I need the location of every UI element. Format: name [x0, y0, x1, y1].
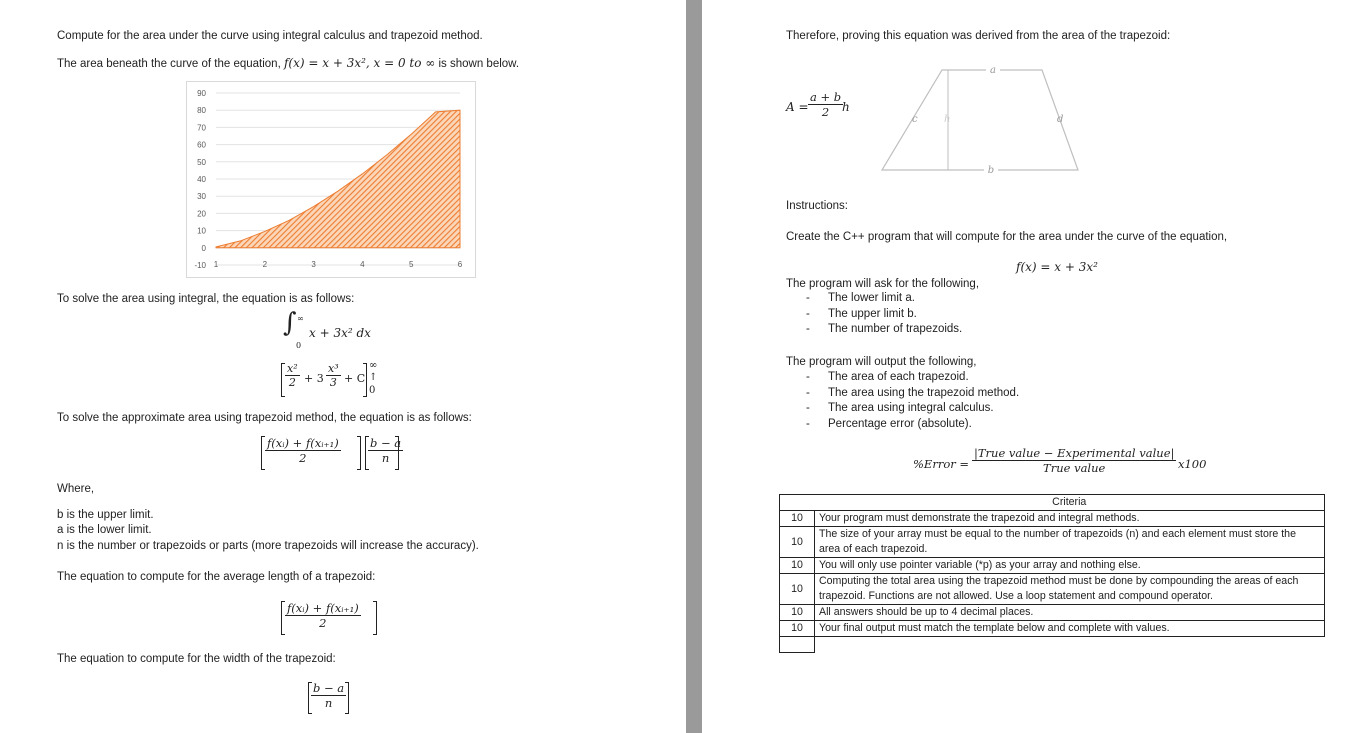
- frac-den: True value: [972, 460, 1176, 475]
- frac-den: 2: [285, 375, 300, 389]
- output-list: [806, 371, 1106, 434]
- def-a: a is the lower limit.: [57, 524, 152, 536]
- right-bracket: [363, 363, 367, 397]
- fraction-error: [972, 446, 1176, 475]
- criteria-text: Your final output must match the template below and complete with values.: [815, 621, 1325, 637]
- list-item-text: The area using integral calculus.: [828, 402, 994, 415]
- plus-c: + C: [344, 372, 366, 385]
- criteria-table: [779, 494, 1325, 653]
- table-header-row: [780, 495, 1325, 511]
- y-tick-label: 70: [197, 123, 206, 133]
- y-tick-label: 80: [197, 106, 206, 116]
- error-formula: [913, 446, 1213, 482]
- frac-num: b − a: [370, 436, 402, 450]
- x-tick-label: 2: [262, 260, 268, 269]
- equation-paragraph: [57, 56, 519, 70]
- list-item-text: The upper limit b.: [828, 307, 917, 320]
- empty-cell: [780, 637, 815, 653]
- fraction-x2-over-2: [285, 362, 300, 389]
- page-gutter: [686, 0, 702, 733]
- integral-expression: [283, 308, 403, 354]
- list-item: - The area using the trapezoid method.: [806, 386, 1020, 399]
- x-tick-label: 3: [311, 260, 316, 269]
- list-item: - The area of each trapezoid.: [806, 371, 969, 383]
- y-tick-label: 40: [197, 175, 206, 184]
- criteria-text: Computing the total area using the trapezoid method must be done by compounding the areas of each trapezoid. Functions are not allowed. Use a loop statement and compound operator.: [815, 574, 1325, 605]
- equation-suffix: is shown below.: [438, 58, 520, 70]
- y-tick-label: 0: [201, 243, 206, 253]
- fraction-width: [311, 681, 346, 710]
- criteria-points: 10: [780, 605, 815, 621]
- width-formula: [308, 681, 358, 717]
- antiderivative: [281, 360, 391, 402]
- error-lhs: %Error =: [913, 457, 970, 471]
- list-item: - The lower limit a.: [806, 292, 915, 304]
- right-bracket: [395, 436, 399, 470]
- frac-den: 2: [265, 450, 341, 465]
- list-item: - The area using integral calculus.: [806, 402, 994, 415]
- def-n: n is the number or trapezoids or parts (more trapezoids will increase the accuracy).: [57, 540, 479, 552]
- y-tick-label: -10: [194, 261, 206, 270]
- trapezoid-diagram: [878, 62, 1084, 178]
- y-tick-label: 20: [197, 209, 206, 219]
- frac-num: a + b: [810, 90, 842, 104]
- trapezoid-intro: To solve the approximate area using trapezoid method, the equation is as follows:: [57, 412, 472, 424]
- label-h: h: [944, 114, 951, 125]
- empty-cell: [815, 637, 1325, 653]
- frac-num: b − a: [313, 681, 345, 695]
- table-row: [780, 527, 1325, 558]
- def-b: b is the upper limit.: [57, 509, 154, 521]
- list-item-text: Percentage error (absolute).: [828, 418, 972, 431]
- table-row-empty: [780, 637, 1325, 653]
- frac-num: x³: [328, 362, 339, 375]
- header-blank: [780, 495, 815, 511]
- x-tick-label: 6: [457, 260, 463, 269]
- eval-lower: 0: [369, 385, 376, 396]
- intro-paragraph: Compute for the area under the curve using integral calculus and trapezoid method.: [57, 30, 483, 42]
- instructions-heading: Instructions:: [786, 200, 848, 212]
- criteria-points: 10: [780, 511, 815, 527]
- right-bracket: [357, 436, 361, 470]
- area-h: h: [842, 100, 850, 114]
- y-tick-label: 50: [197, 157, 206, 167]
- criteria-points: 10: [780, 574, 815, 605]
- list-item-text: The number of trapezoids.: [828, 323, 963, 336]
- fraction-x3-over-3: [326, 362, 341, 389]
- integral-intro: To solve the area using integral, the equation is as follows:: [57, 293, 355, 305]
- equation-prefix: The area beneath the curve of the equation,: [57, 58, 281, 70]
- list-item-text: The lower limit a.: [828, 292, 915, 304]
- plus-three: + 3: [304, 372, 324, 385]
- table-row: [780, 621, 1325, 637]
- fraction-a-plus-b: [808, 90, 843, 119]
- fraction-avg: [265, 436, 341, 465]
- integrand: x + 3x² dx: [309, 326, 371, 340]
- frac-num: |True value − Experimental value|: [974, 446, 1175, 460]
- x-tick-label: 1: [213, 260, 219, 269]
- therefore-paragraph: Therefore, proving this equation was derived from the area of the trapezoid:: [786, 30, 1171, 42]
- y-tick-label: 10: [197, 226, 206, 236]
- error-multiplier: x100: [1178, 457, 1207, 471]
- equation-inline: f(x) = x + 3x², x = 0 to ∞: [283, 56, 436, 70]
- criteria-text: The size of your array must be equal to the number of trapezoids (n) and each element must store the area of each trapezoid.: [815, 527, 1325, 558]
- eval-arrow: ↑: [369, 372, 378, 383]
- criteria-points: 10: [780, 558, 815, 574]
- create-paragraph: Create the C++ program that will compute for the area under the curve of the equation,: [786, 231, 1228, 243]
- frac-num: f(xᵢ) + f(xᵢ₊₁): [267, 436, 339, 450]
- integral-sign: ∫: [283, 308, 297, 338]
- eval-upper: ∞: [369, 360, 378, 371]
- table-row: [780, 511, 1325, 527]
- list-item-text: The area using the trapezoid method.: [828, 386, 1020, 399]
- frac-den: n: [311, 695, 346, 710]
- frac-den: 3: [326, 375, 341, 389]
- where-label: Where,: [57, 483, 95, 495]
- right-bracket: [345, 682, 349, 714]
- criteria-text: You will only use pointer variable (*p) as your array and nothing else.: [815, 558, 1325, 574]
- x-tick-label: 4: [360, 260, 365, 269]
- list-item: - The upper limit b.: [806, 307, 917, 320]
- criteria-points: 10: [780, 621, 815, 637]
- area-chart: [186, 81, 476, 278]
- ask-intro: The program will ask for the following,: [786, 278, 980, 290]
- fraction-avg: [285, 601, 361, 630]
- list-item: - Percentage error (absolute).: [806, 418, 972, 431]
- integral-lower: 0: [296, 341, 302, 350]
- output-intro: The program will output the following,: [786, 356, 977, 368]
- y-tick-label: 60: [197, 140, 206, 150]
- width-intro: The equation to compute for the width of the trapezoid:: [57, 653, 336, 665]
- label-a: a: [990, 65, 996, 76]
- ask-list: [806, 292, 1106, 339]
- list-item: - The number of trapezoids.: [806, 323, 963, 336]
- label-b: b: [987, 165, 995, 176]
- table-row: [780, 574, 1325, 605]
- criteria-text: All answers should be up to 4 decimal places.: [815, 605, 1325, 621]
- frac-num: f(xᵢ) + f(xᵢ₊₁): [287, 601, 359, 615]
- label-c: c: [912, 114, 918, 125]
- x-tick-label: 5: [408, 260, 414, 269]
- trapezoid-formula: [261, 435, 411, 471]
- frac-num: x²: [287, 362, 298, 375]
- frac-den: 2: [285, 615, 361, 630]
- table-row: [780, 605, 1325, 621]
- target-equation: f(x) = x + 3x²: [1016, 260, 1098, 274]
- table-row: [780, 558, 1325, 574]
- area-lhs: A =: [786, 100, 809, 114]
- area-formula: [786, 90, 866, 126]
- criteria-text: Your program must demonstrate the trapezoid and integral methods.: [815, 511, 1325, 527]
- avg-length-formula: [281, 600, 381, 636]
- criteria-header: Criteria: [815, 495, 1325, 511]
- label-d: d: [1057, 114, 1064, 125]
- frac-den: 2: [808, 104, 843, 119]
- integral-upper: ∞: [297, 314, 304, 323]
- list-item-text: The area of each trapezoid.: [828, 371, 969, 383]
- avg-length-intro: The equation to compute for the average length of a trapezoid:: [57, 571, 376, 583]
- y-tick-label: 30: [197, 192, 206, 202]
- y-tick-label: 90: [197, 89, 206, 98]
- criteria-points: 10: [780, 527, 815, 558]
- right-bracket: [373, 601, 377, 635]
- frac-den: n: [368, 450, 403, 465]
